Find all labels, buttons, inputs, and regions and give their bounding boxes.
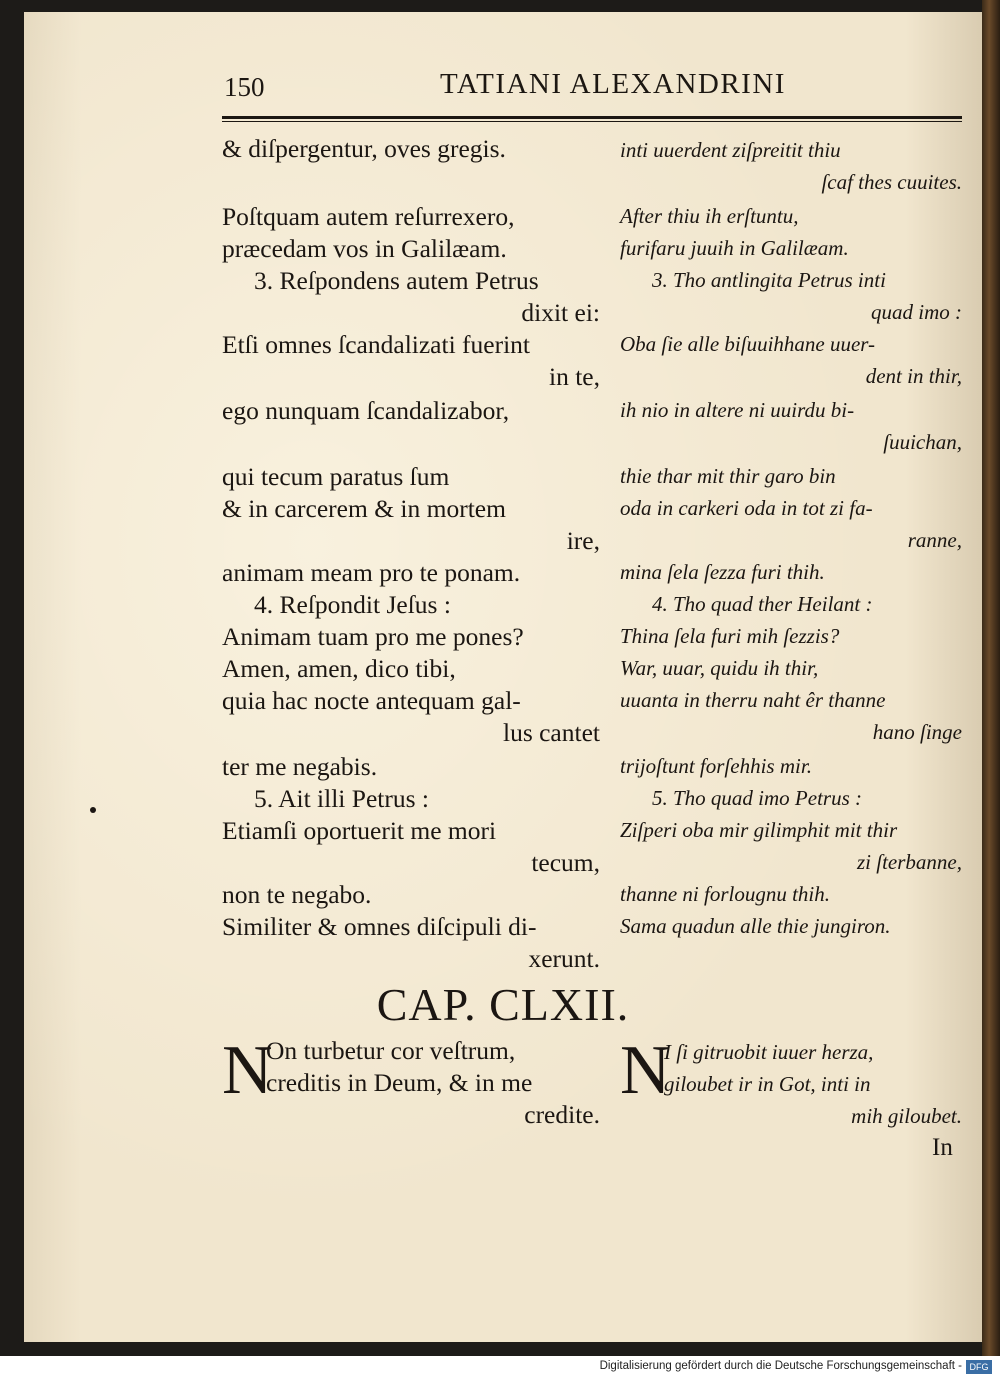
german-line: 4. Tho quad ther Heilant : bbox=[652, 592, 873, 616]
latin-line: ter me negabis. bbox=[222, 752, 378, 781]
latin-line: & diſpergentur, oves gregis. bbox=[222, 134, 506, 163]
german-line: ih nio in altere ni uuirdu bi- bbox=[620, 398, 855, 422]
catchword: In bbox=[932, 1134, 953, 1161]
book-spine-edge bbox=[982, 0, 1000, 1356]
german-line: giloubet ir in Got, inti in bbox=[664, 1072, 871, 1096]
latin-drop-initial: N bbox=[222, 1032, 273, 1109]
latin-line: quia hac nocte antequam gal- bbox=[222, 686, 521, 715]
german-line: trijoſtunt forſehhis mir. bbox=[620, 754, 812, 778]
latin-line: On turbetur cor veſtrum, bbox=[266, 1036, 516, 1065]
german-line: uuanta in therru naht êr thanne bbox=[620, 688, 886, 712]
latin-line: animam meam pro te ponam. bbox=[222, 558, 521, 587]
latin-line: xerunt. bbox=[528, 944, 600, 973]
latin-line: Etſi omnes ſcandalizati fuerint bbox=[222, 330, 531, 359]
german-line: Sama quadun alle thie jungiron. bbox=[620, 914, 891, 938]
german-line: furifaru juuih in Galilæam. bbox=[620, 236, 849, 260]
latin-line: præcedam vos in Galilæam. bbox=[222, 234, 507, 263]
latin-line: 4. Reſpondit Jeſus : bbox=[254, 590, 451, 619]
latin-line: dixit ei: bbox=[521, 298, 600, 327]
german-line: 3. Tho antlingita Petrus inti bbox=[652, 268, 886, 292]
latin-line: Amen, amen, dico tibi, bbox=[222, 654, 456, 683]
latin-line: Animam tuam pro me pones? bbox=[222, 622, 524, 651]
german-line: thie thar mit thir garo bin bbox=[620, 464, 836, 488]
latin-column bbox=[222, 12, 600, 972]
latin-line: Poſtquam autem reſurrexero, bbox=[222, 202, 515, 231]
german-line: oda in carkeri oda in tot zi fa- bbox=[620, 496, 873, 520]
german-line: 5. Tho quad imo Petrus : bbox=[652, 786, 862, 810]
german-line: quad imo : bbox=[871, 300, 962, 324]
german-line: ſuuichan, bbox=[883, 430, 962, 454]
german-line: thanne ni forlougnu thih. bbox=[620, 882, 830, 906]
ink-speck bbox=[90, 807, 96, 813]
german-line: mih giloubet. bbox=[851, 1104, 962, 1128]
german-line: ranne, bbox=[907, 528, 962, 552]
latin-line: 5. Ait illi Petrus : bbox=[254, 784, 429, 813]
german-line: zi ſterbanne, bbox=[857, 850, 962, 874]
latin-line: qui tecum paratus ſum bbox=[222, 462, 450, 491]
latin-line: tecum, bbox=[531, 848, 600, 877]
german-line: After thiu ih erſtuntu, bbox=[620, 204, 799, 228]
german-drop-initial: N bbox=[620, 1032, 671, 1109]
german-line: Thina ſela furi mih ſezzis? bbox=[620, 624, 840, 648]
german-line: mina ſela ſezza furi thih. bbox=[620, 560, 825, 584]
german-line: inti uuerdent ziſpreitit thiu bbox=[620, 138, 841, 162]
latin-line: 3. Reſpondens autem Petrus bbox=[254, 266, 539, 295]
latin-line: ego nunquam ſcandalizabor, bbox=[222, 396, 510, 425]
german-line: Ziſperi oba mir gilimphit mit thir bbox=[620, 818, 898, 842]
german-column bbox=[620, 12, 962, 972]
latin-line: creditis in Deum, & in me bbox=[266, 1068, 533, 1097]
german-line: hano ſinge bbox=[872, 720, 962, 744]
dfg-logo-icon: DFG bbox=[966, 1360, 992, 1374]
running-title: TATIANI ALEXANDRINI bbox=[440, 68, 786, 100]
german-line: ſcaf thes cuuites. bbox=[821, 170, 962, 194]
german-line: War, uuar, quidu ih thir, bbox=[620, 656, 819, 680]
latin-line: ire, bbox=[566, 526, 600, 555]
german-line: dent in thir, bbox=[865, 364, 962, 388]
folio-number: 150 bbox=[224, 72, 265, 102]
footer-bar bbox=[0, 1356, 1000, 1379]
german-line: I ſi gitruobit iuuer herza, bbox=[664, 1040, 874, 1064]
chapter-latin-block bbox=[222, 1034, 600, 1134]
chapter-german-block bbox=[620, 1032, 962, 1138]
latin-line: Etiamſi oportuerit me mori bbox=[222, 816, 497, 845]
chapter-heading: CAP. CLXII. bbox=[376, 979, 630, 1030]
latin-line: & in carcerem & in mortem bbox=[222, 494, 506, 523]
german-line: Oba ſie alle biſuuihhane uuer- bbox=[620, 332, 876, 356]
funding-credit: Digitalisierung gefördert durch die Deutsche Forschungsgemeinschaft - bbox=[599, 1360, 962, 1372]
latin-line: credite. bbox=[524, 1100, 600, 1129]
latin-line: Similiter & omnes diſcipuli di- bbox=[222, 912, 537, 941]
book-page bbox=[24, 12, 982, 1342]
latin-line: lus cantet bbox=[502, 718, 600, 747]
latin-line: in te, bbox=[549, 362, 600, 391]
latin-line: non te negabo. bbox=[222, 880, 372, 909]
